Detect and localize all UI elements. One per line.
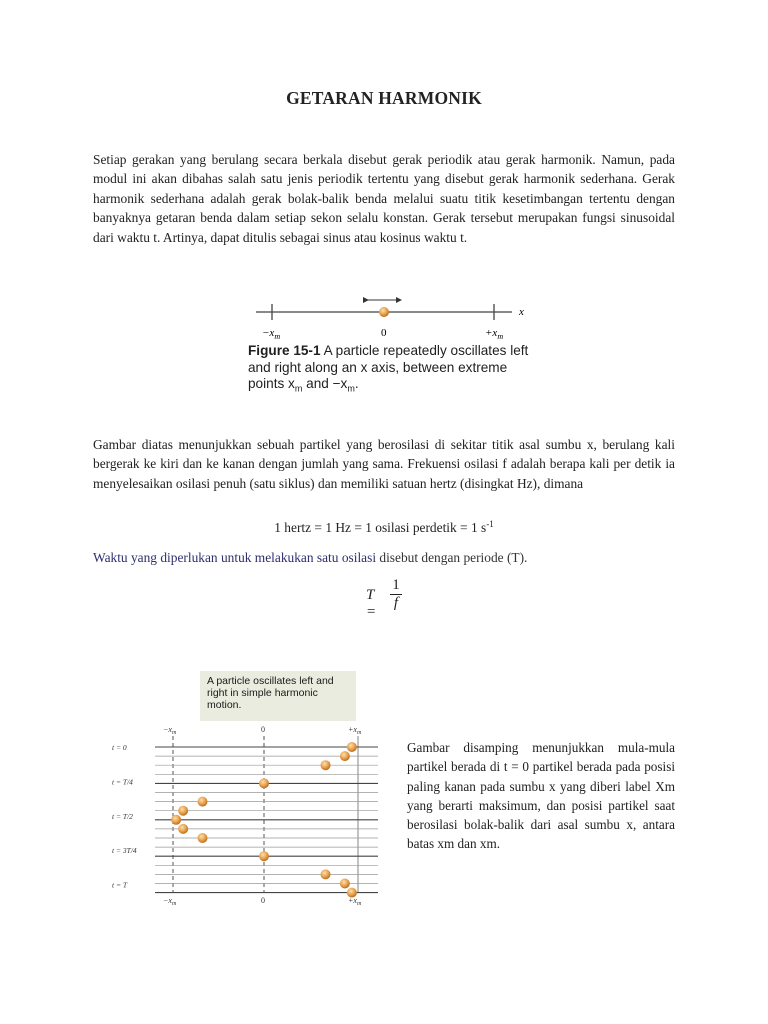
time-label: t = 3T/4 bbox=[112, 846, 137, 856]
time-label: t = T/2 bbox=[112, 811, 133, 821]
tick-label-right: $+x_m$ bbox=[485, 327, 504, 341]
bottom-axis-label: $-x_m$ bbox=[163, 896, 177, 907]
side-paragraph: Gambar disamping menunjukkan mula-mula partikel berada di t = 0 partikel berada pada posisi paling kanan pada sumbu x yang diberi label Xm yang berarti maksimum, dan posisi partikel saat berosilasi bolak-balik dari asal sumbu x, antara batas xm dan xm. bbox=[407, 740, 675, 852]
hertz-equation: 1 hertz = 1 Hz = 1 osilasi perdetik = 1 $s^{-1}$ bbox=[274, 519, 494, 535]
particle bbox=[321, 760, 331, 770]
figure-shm-timeline bbox=[95, 720, 395, 920]
callout-text: A particle oscillates left and right in simple harmonic motion. bbox=[207, 675, 334, 712]
particle bbox=[347, 742, 357, 752]
time-label: t = 0 bbox=[112, 743, 127, 752]
particle bbox=[259, 778, 269, 788]
periode-sentence: Waktu yang diperlukan untuk melakukan satu osilasi disebut dengan periode (T). bbox=[93, 550, 528, 565]
particle bbox=[197, 833, 207, 843]
time-label: t = T/4 bbox=[112, 777, 133, 787]
particle bbox=[197, 797, 207, 807]
time-label: t = T bbox=[112, 880, 128, 890]
particle bbox=[340, 879, 350, 889]
particle bbox=[178, 806, 188, 816]
page-title: GETARAN HARMONIK bbox=[286, 88, 482, 108]
figure-number: Figure 15-1 bbox=[248, 343, 321, 358]
particle bbox=[171, 815, 181, 825]
particle bbox=[178, 824, 188, 834]
top-axis-label: $-x_m$ bbox=[163, 725, 177, 736]
tick-label-center: 0 bbox=[381, 327, 387, 339]
figure-caption: Figure 15-1 A particle repeatedly oscillates left and right along an x axis, between extreme points $x_m$ and $-x_m$. bbox=[248, 343, 529, 394]
frequency-paragraph: Gambar diatas menunjukkan sebuah partikel yang berosilasi di sekitar titik asal sumbu x, berulang kali bergerak ke kiri dan ke kanan dengan jumlah yang sama. Frekuensi osilasi f adalah berapa kali per detik ia menyelesaikan osilasi penuh (satu siklus) dan memiliki satuan hertz (disingkat Hz), dimana bbox=[93, 437, 675, 491]
particle bbox=[379, 307, 389, 317]
particle bbox=[259, 851, 269, 861]
axis-label: x bbox=[519, 306, 524, 318]
bottom-axis-label: $+x_m$ bbox=[348, 896, 362, 907]
particle bbox=[321, 869, 331, 879]
figure-oscillation-axis bbox=[248, 290, 548, 344]
tick-label-left: $-x_m$ bbox=[262, 327, 281, 341]
bottom-axis-label: 0 bbox=[261, 896, 265, 905]
top-axis-label: $+x_m$ bbox=[348, 725, 362, 736]
particle bbox=[340, 751, 350, 761]
intro-paragraph: Setiap gerakan yang berulang secara berkala disebut gerak periodik atau gerak harmonik. Namun, pada modul ini akan dibahas salah satu jenis periodik tertentu yang disebut gerak harmonik sederhana. Gerak harmonik sederhana adalah gerak bolak-balik benda melalui suatu titik kesetimbangan tertentu dengan banyaknya getaran benda dalam setiap sekon selalu konstan. Gerak tersebut merupakan fungsi sinusoidal dari waktu t. Artinya, dapat ditulis sebagai sinus atau kosinus waktu t. bbox=[93, 152, 675, 245]
top-axis-label: 0 bbox=[261, 725, 265, 734]
